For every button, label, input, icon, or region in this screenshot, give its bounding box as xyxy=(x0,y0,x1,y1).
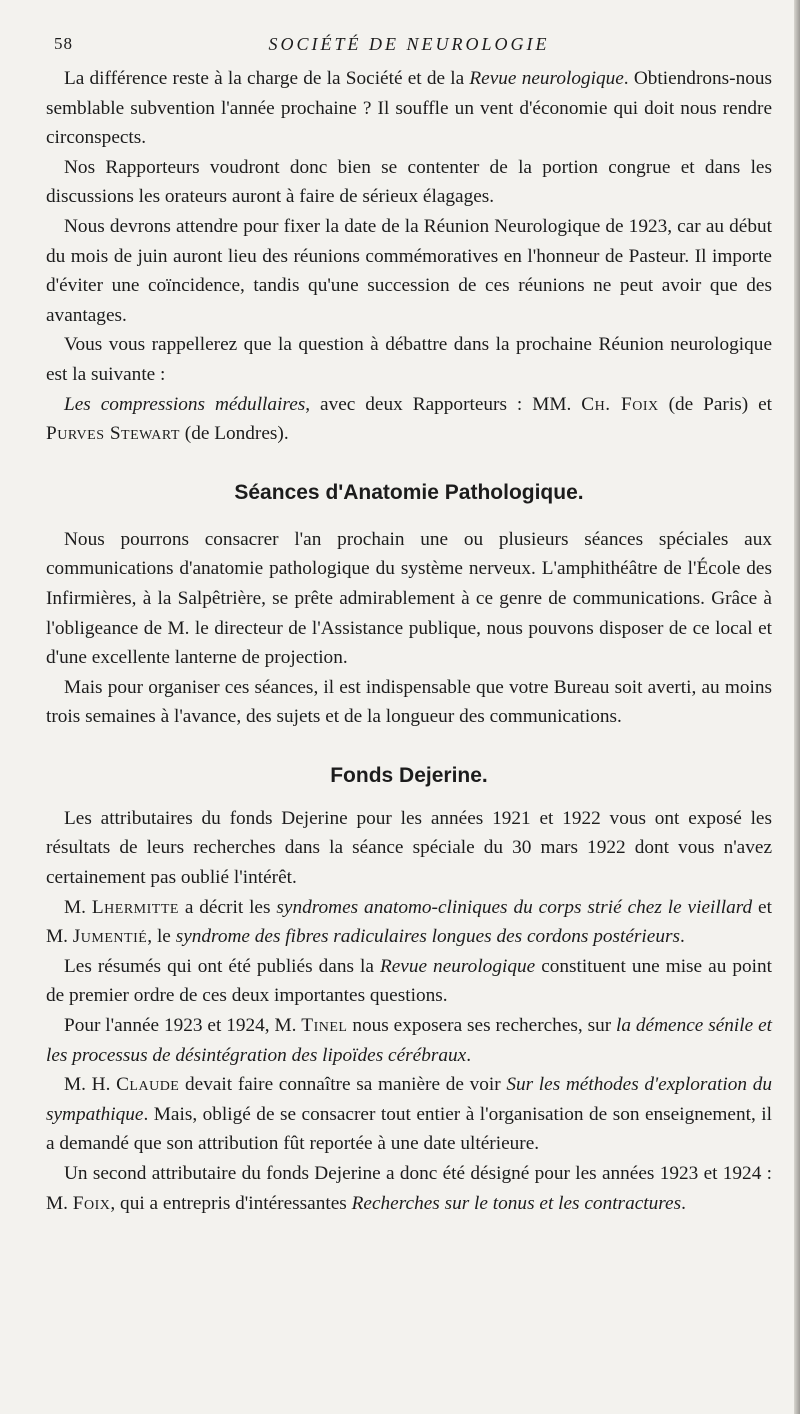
topic-title: la démence sénile et les processus de désintégration des lipoïdes cérébraux xyxy=(46,1015,772,1066)
text: et M. xyxy=(46,896,772,948)
paragraph xyxy=(46,1070,772,1159)
paragraph xyxy=(46,64,772,153)
paragraph xyxy=(46,1159,772,1218)
text: . Obtiendrons-nous semblable subvention l'année prochaine ? Il souffle un vent d'économie qui doit nous rendre circonspects. xyxy=(46,68,772,149)
author-name: Claude xyxy=(116,1074,180,1096)
journal-title: Revue neurologique xyxy=(469,68,624,89)
text: nous exposera ses recherches, sur xyxy=(347,1015,617,1037)
author-name: Ch. Foix xyxy=(581,393,659,415)
text: La différence reste à la charge de la Société et de la xyxy=(64,68,470,89)
author-name: Tinel xyxy=(301,1015,348,1037)
topic-title: Les compressions médullaires xyxy=(64,393,306,415)
text: M. H. xyxy=(64,1074,117,1096)
text: Un second attributaire du fonds Dejerine a donc été désigné pour les années 1923 et 1924 : M. xyxy=(46,1163,772,1214)
page-edge xyxy=(794,0,800,1414)
paragraph: Mais pour organiser ces séances, il est indispensable que votre Bureau soit averti, au moins trois semaines à l'avance, des sujets et de la longueur des communications. xyxy=(46,676,772,728)
page-header xyxy=(46,34,772,64)
text: constituent une mise au point de premier ordre de ces deux importantes questions. xyxy=(46,955,772,1007)
page xyxy=(46,34,772,1218)
section-heading-fonds: Fonds Dejerine. xyxy=(330,763,488,787)
topic-title: syndrome des fibres radiculaires longues des cordons postérieurs xyxy=(175,926,680,948)
author-name: Foix xyxy=(72,1192,111,1214)
text: devait faire connaître sa manière de voir xyxy=(179,1074,507,1096)
text: , le xyxy=(147,926,176,948)
text: . xyxy=(680,926,685,948)
section-heading-anatomie: Séances d'Anatomie Pathologique. xyxy=(234,480,584,504)
paragraph: Vous vous rappellerez que la question à débattre dans la prochaine Réunion neurologique est la suivante : xyxy=(46,334,772,385)
paragraph: Nos Rapporteurs voudront donc bien se contenter de la portion congrue et dans les discussions les orateurs auront à faire de sérieux élagages. xyxy=(46,156,772,208)
paragraph: Les attributaires du fonds Dejerine pour les années 1921 et 1922 vous ont exposé les résultats de leurs recherches dans la séance spéciale du 30 mars 1922 dont vous n'avez certainement pas oublié l'intérêt. xyxy=(46,807,772,889)
paragraph xyxy=(46,952,772,1011)
text: a décrit les xyxy=(178,896,277,918)
journal-title: Revue neurologique xyxy=(379,955,536,977)
text: M. xyxy=(64,896,92,918)
text: . xyxy=(466,1044,472,1066)
author-name: Jumentié xyxy=(72,926,148,948)
text: Les résumés qui ont été publiés dans la xyxy=(64,955,380,977)
text: , qui a entrepris d'intéressantes xyxy=(110,1192,352,1214)
text: Pour l'année 1923 et 1924, M. xyxy=(64,1015,302,1037)
text: (de Paris) et xyxy=(658,393,773,415)
text: (de Londres). xyxy=(179,423,289,445)
paragraph: Nous devrons attendre pour fixer la date de la Réunion Neurologique de 1923, car au début du mois de juin auront lieu des réunions commémoratives en l'honneur de Pasteur. Il importe d'éviter une coïncidence, tandis qu'une succession de ces réunions ne peut avoir que des avantages. xyxy=(46,215,772,326)
paragraph xyxy=(46,1011,772,1070)
author-name: Purves Stewart xyxy=(46,423,180,445)
topic-title: Recherches sur le tonus et les contractures xyxy=(351,1192,682,1214)
text: . Mais, obligé de se consacrer tout entier à l'organisation de son enseignement, il a demandé que son attribution fût reportée à une date ultérieure. xyxy=(46,1103,772,1155)
topic-title: Sur les méthodes d'exploration du sympathique xyxy=(46,1074,772,1125)
page-number: 58 xyxy=(54,34,73,53)
paragraph xyxy=(46,390,772,449)
paragraph xyxy=(46,893,772,952)
text: , avec deux Rapporteurs : MM. xyxy=(305,393,582,415)
text: . xyxy=(681,1192,686,1214)
author-name: Lhermitte xyxy=(91,896,179,918)
paragraph: Nous pourrons consacrer l'an prochain une ou plusieurs séances spéciales aux communications d'anatomie pathologique du système nerveux. L'amphithéâtre de l'École des Infirmières, à la Salpêtrière, se prête admirablement à ce genre de communications. Grâce à l'obligeance de M. le directeur de l'Assistance publique, nous pouvons disposer de ce local et d'une excellente lanterne de projection. xyxy=(46,528,772,669)
topic-title: syndromes anatomo-cliniques du corps strié chez le vieillard xyxy=(276,896,753,918)
running-head: SOCIÉTÉ DE NEUROLOGIE xyxy=(268,34,550,54)
